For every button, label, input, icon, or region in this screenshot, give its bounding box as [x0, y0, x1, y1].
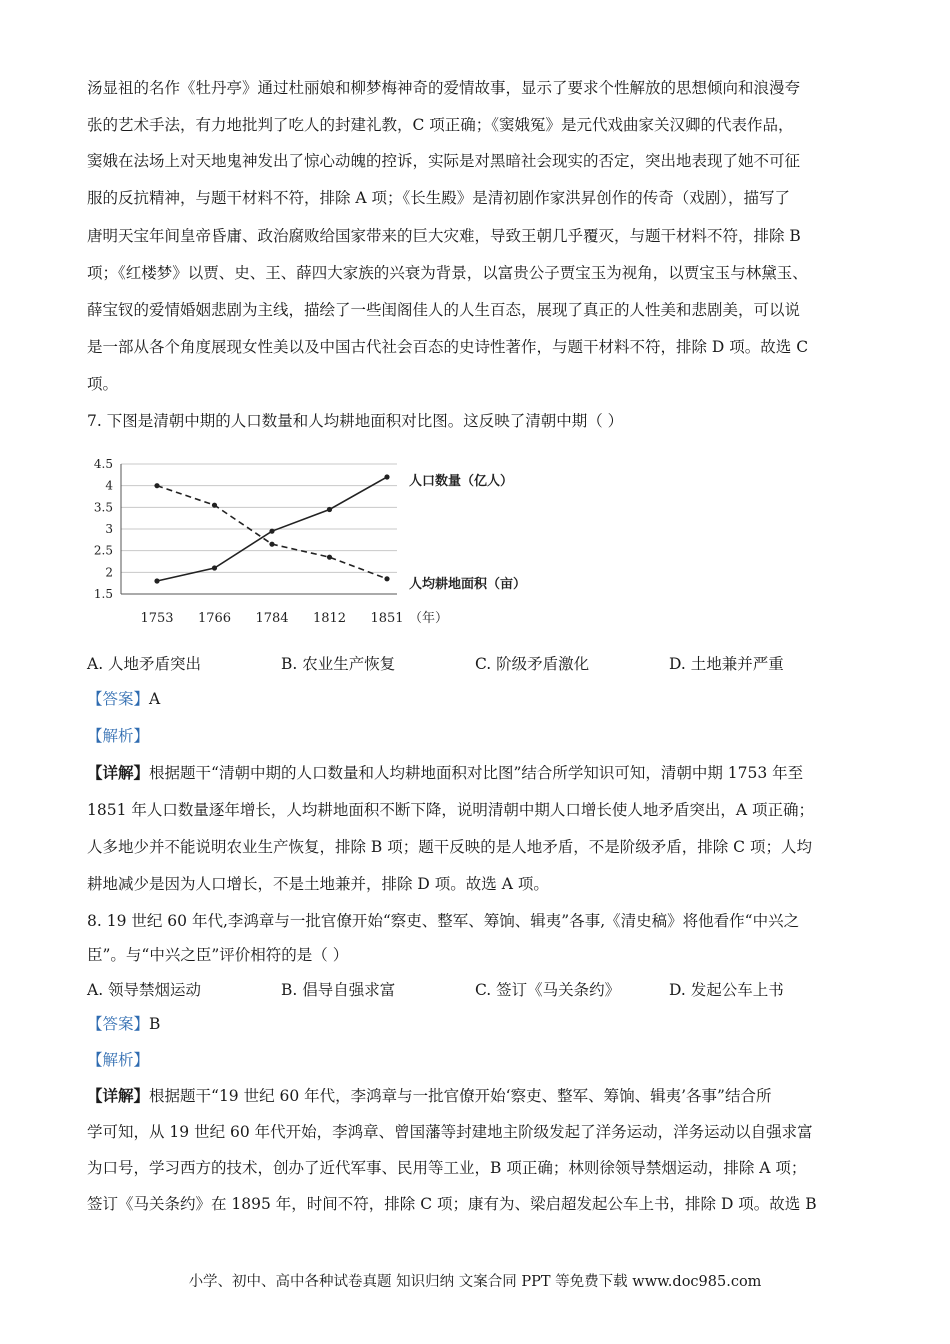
data-point	[327, 507, 332, 512]
detail-text: 根据题干“19 世纪 60 年代，李鸿章与一批官僚开始‘察吏、整军、筹饷、辑夷’各事”结合所	[149, 1087, 772, 1105]
series-label: 人口数量（亿人）	[409, 474, 514, 489]
y-tick-label: 4	[105, 478, 113, 493]
answer-value: B	[149, 1015, 161, 1033]
x-tick-label: 1784	[255, 611, 289, 626]
q7-option-a: A. 人地矛盾突出	[87, 655, 202, 673]
q7-stem: 7. 下图是清朝中期的人口数量和人均耕地面积对比图。这反映了清朝中期（ ）	[87, 412, 624, 430]
answer-value: A	[149, 690, 161, 708]
data-point	[384, 474, 389, 479]
data-point	[212, 503, 217, 508]
q8-analysis-tag: 【解析】	[87, 1051, 150, 1069]
q7-answer	[87, 689, 160, 709]
q7-detail-line: 耕地减少是因为人口增长，不是土地兼并，排除 D 项。故选 A 项。	[87, 875, 549, 893]
intro-line: 薛宝钗的爱情婚姻悲剧为主线，描绘了一些闺阁佳人的人生百态，展现了真正的人性美和悲剧美，可以说	[87, 301, 801, 319]
q7-detail-line: 人多地少并不能说明农业生产恢复，排除 B 项；题干反映的是人地矛盾，不是阶级矛盾，排除 C 项；人均	[87, 838, 812, 856]
data-point	[384, 576, 389, 581]
data-point	[212, 565, 217, 570]
q8-stem: 8. 19 世纪 60 年代,李鸿章与一批官僚开始“察吏、整军、筹饷、辑夷”各事,《清史稿》将他看作“中兴之	[87, 912, 800, 930]
y-tick-label: 2.5	[93, 543, 113, 558]
x-tick-label: 1851	[370, 611, 404, 626]
q8-option-b: B. 倡导自强求富	[281, 981, 396, 999]
intro-line: 项。	[87, 375, 119, 393]
data-point	[154, 483, 159, 488]
q8-option-a: A. 领导禁烟运动	[87, 981, 202, 999]
answer-tag: 【答案】	[87, 1015, 150, 1033]
q7-chart	[87, 450, 537, 635]
q7-analysis-tag: 【解析】	[87, 727, 150, 745]
data-point	[269, 542, 274, 547]
intro-line: 汤显祖的名作《牡丹亭》通过杜丽娘和柳梦梅神奇的爱情故事，显示了要求个性解放的思想倾向和浪漫夸	[87, 79, 801, 97]
y-tick-label: 2	[105, 565, 113, 580]
data-point	[154, 578, 159, 583]
x-axis-unit: （年）	[409, 611, 449, 626]
q7-detail-line: 1851 年人口数量逐年增长，人均耕地面积不断下降，说明清朝中期人口增长使人地矛盾突出，A 项正确；	[87, 801, 814, 819]
q7-option-b: B. 农业生产恢复	[281, 655, 396, 673]
x-tick-label: 1766	[197, 611, 232, 626]
y-tick-label: 3	[105, 522, 113, 536]
page-footer: 小学、初中、高中各种试卷真题 知识归纳 文案合同 PPT 等免费下载 www.doc985.com	[188, 1274, 762, 1290]
q8-detail-line: 学可知，从 19 世纪 60 年代开始，李鸿章、曾国藩等封建地主阶级发起了洋务运动，洋务运动以自强求富	[87, 1123, 813, 1141]
q8-option-c: C. 签订《马关条约》	[475, 981, 621, 999]
y-tick-label: 1.5	[93, 587, 113, 601]
q7-detail-line	[87, 763, 803, 783]
q8-answer	[87, 1014, 160, 1034]
q8-detail-line: 为口号，学习西方的技术，创办了近代军事、民用等工业，B 项正确；林则徐领导禁烟运动，排除 A 项；	[87, 1159, 807, 1177]
q7-option-c: C. 阶级矛盾激化	[475, 655, 590, 673]
q8-detail-line: 签订《马关条约》在 1895 年，时间不符，排除 C 项；康有为、梁启超发起公车上书，排除 D 项。故选 B	[87, 1195, 817, 1213]
intro-line: 唐明天宝年间皇帝昏庸、政治腐败给国家带来的巨大灾难，导致王朝几乎覆灭，与题干材料不符，排除 B	[87, 227, 801, 245]
detail-tag: 【详解】	[87, 763, 150, 782]
q8-option-d: D. 发起公车上书	[669, 981, 784, 999]
q7-option-d: D. 土地兼并严重	[669, 655, 784, 673]
detail-text: 根据题干“清朝中期的人口数量和人均耕地面积对比图”结合所学知识可知，清朝中期 1753 年至	[149, 764, 804, 782]
intro-line: 项；《红楼梦》以贾、史、王、薛四大家族的兴衰为背景，以富贵公子贾宝玉为视角，以贾宝玉与林黛玉、	[87, 264, 808, 282]
x-tick-label: 1812	[312, 611, 347, 626]
x-tick-label: 1753	[140, 611, 174, 626]
intro-line: 窦娥在法场上对天地鬼神发出了惊心动魄的控诉，实际是对黑暗社会现实的否定，突出地表现了她不可征	[87, 152, 801, 170]
intro-line: 服的反抗精神，与题干材料不符，排除 A 项；《长生殿》是清初剧作家洪昇创作的传奇（戏剧），描写了	[87, 189, 791, 207]
intro-line: 是一部从各个角度展现女性美以及中国古代社会百态的史诗性著作，与题干材料不符，排除 D 项。故选 C	[87, 338, 809, 356]
data-point	[269, 529, 274, 534]
y-tick-label: 4.5	[93, 457, 113, 471]
series-label: 人均耕地面积（亩）	[409, 576, 527, 592]
intro-line: 张的艺术手法，有力地批判了吃人的封建礼教，C 项正确；《窦娥冤》是元代戏曲家关汉卿的代表作品，	[87, 116, 794, 134]
q8-stem: 臣”。与“中兴之臣”评价相符的是（ ）	[87, 946, 349, 964]
q8-detail-line	[87, 1086, 771, 1106]
answer-tag: 【答案】	[87, 690, 150, 708]
detail-tag: 【详解】	[87, 1086, 150, 1105]
y-tick-label: 3.5	[93, 500, 113, 515]
data-point	[327, 555, 332, 560]
